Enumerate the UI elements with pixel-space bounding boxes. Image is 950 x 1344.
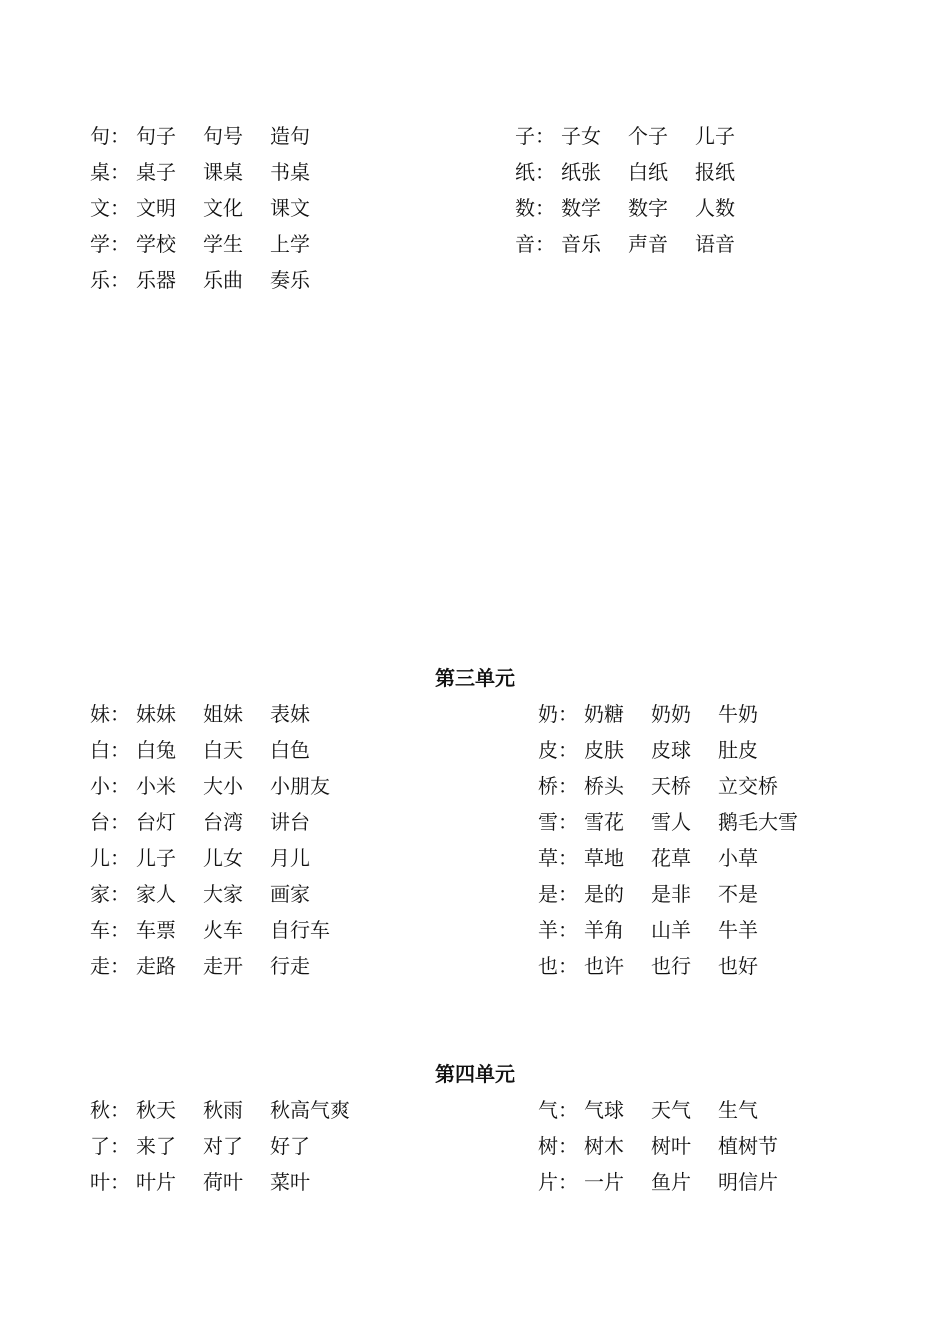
vocab-word: 不是 <box>718 882 758 906</box>
vocab-word: 语音 <box>695 232 735 256</box>
vocab-word: 造句 <box>270 124 310 148</box>
vocab-word: 声音 <box>628 232 668 256</box>
vocab-row <box>538 768 798 804</box>
vocab-row <box>515 154 735 190</box>
vocab-row <box>90 912 330 948</box>
vocab-word: 小草 <box>718 846 758 870</box>
vocab-character: 纸： <box>515 160 555 184</box>
unit-3-title: 第三单元 <box>435 666 515 690</box>
vocab-row <box>515 190 735 226</box>
vocab-row <box>538 1128 778 1164</box>
vocab-word: 个子 <box>628 124 668 148</box>
vocab-word: 大家 <box>203 882 243 906</box>
vocab-word: 对了 <box>203 1134 243 1158</box>
vocab-word: 台湾 <box>203 810 243 834</box>
vocab-character: 车： <box>90 918 130 942</box>
vocab-word: 火车 <box>203 918 243 942</box>
vocab-character: 数： <box>515 196 555 220</box>
vocab-word: 白纸 <box>628 160 668 184</box>
vocab-word: 牛羊 <box>718 918 758 942</box>
vocab-word: 乐器 <box>136 268 176 292</box>
vocab-character: 树： <box>538 1134 578 1158</box>
unit-2-left-column <box>90 118 310 298</box>
vocab-word: 肚皮 <box>718 738 758 762</box>
vocab-word: 雪花 <box>584 810 624 834</box>
vocab-word: 纸张 <box>561 160 601 184</box>
vocab-word: 花草 <box>651 846 691 870</box>
vocab-word: 鹅毛大雪 <box>718 810 798 834</box>
vocab-word: 表妹 <box>270 702 310 726</box>
vocab-character: 是： <box>538 882 578 906</box>
vocab-word: 白天 <box>203 738 243 762</box>
vocab-word: 鱼片 <box>651 1170 691 1194</box>
vocab-character: 文： <box>90 196 130 220</box>
vocab-word: 小朋友 <box>270 774 330 798</box>
vocab-word: 音乐 <box>561 232 601 256</box>
vocab-character: 雪： <box>538 810 578 834</box>
unit-3-right-column <box>538 696 798 984</box>
unit-3-left-column <box>90 696 330 984</box>
vocab-character: 子： <box>515 124 555 148</box>
vocab-character: 走： <box>90 954 130 978</box>
vocab-character: 桌： <box>90 160 130 184</box>
vocab-row <box>538 804 798 840</box>
vocab-word: 子女 <box>561 124 601 148</box>
vocab-row <box>90 696 330 732</box>
vocab-word: 也行 <box>651 954 691 978</box>
vocab-word: 数学 <box>561 196 601 220</box>
vocab-word: 学生 <box>203 232 243 256</box>
vocab-word: 天气 <box>651 1098 691 1122</box>
vocab-row <box>538 1092 778 1128</box>
vocab-character: 妹： <box>90 702 130 726</box>
vocab-word: 家人 <box>136 882 176 906</box>
vocab-word: 明信片 <box>718 1170 778 1194</box>
vocab-row <box>90 226 310 262</box>
vocab-word: 儿女 <box>203 846 243 870</box>
vocab-word: 秋雨 <box>203 1098 243 1122</box>
vocab-word: 学校 <box>136 232 176 256</box>
vocab-word: 月儿 <box>270 846 310 870</box>
vocab-row <box>538 912 798 948</box>
vocab-character: 片： <box>538 1170 578 1194</box>
vocab-character: 了： <box>90 1134 130 1158</box>
vocab-row <box>90 1164 350 1200</box>
vocab-character: 奶： <box>538 702 578 726</box>
vocab-word: 立交桥 <box>718 774 778 798</box>
vocab-row <box>515 118 735 154</box>
vocab-word: 桥头 <box>584 774 624 798</box>
vocab-character: 叶： <box>90 1170 130 1194</box>
vocab-character: 学： <box>90 232 130 256</box>
vocab-word: 台灯 <box>136 810 176 834</box>
vocab-row <box>90 190 310 226</box>
vocab-character: 草： <box>538 846 578 870</box>
vocab-word: 生气 <box>718 1098 758 1122</box>
vocab-word: 课桌 <box>203 160 243 184</box>
vocab-character: 家： <box>90 882 130 906</box>
vocab-word: 是的 <box>584 882 624 906</box>
vocab-word: 奏乐 <box>270 268 310 292</box>
vocab-character: 也： <box>538 954 578 978</box>
vocab-row <box>90 1092 350 1128</box>
vocab-row <box>538 876 798 912</box>
vocab-word: 报纸 <box>695 160 735 184</box>
vocab-row <box>538 1164 778 1200</box>
unit-4-title: 第四单元 <box>435 1062 515 1086</box>
vocab-word: 上学 <box>270 232 310 256</box>
vocab-row <box>90 118 310 154</box>
vocab-row <box>538 948 798 984</box>
vocab-word: 讲台 <box>270 810 310 834</box>
vocab-word: 皮球 <box>651 738 691 762</box>
vocab-character: 皮： <box>538 738 578 762</box>
vocab-word: 牛奶 <box>718 702 758 726</box>
vocab-word: 文化 <box>203 196 243 220</box>
vocab-row <box>90 876 330 912</box>
vocab-character: 句： <box>90 124 130 148</box>
vocab-word: 植树节 <box>718 1134 778 1158</box>
vocab-row <box>90 840 330 876</box>
vocab-word: 妹妹 <box>136 702 176 726</box>
vocab-word: 荷叶 <box>203 1170 243 1194</box>
vocab-character: 音： <box>515 232 555 256</box>
vocab-word: 羊角 <box>584 918 624 942</box>
vocab-word: 车票 <box>136 918 176 942</box>
vocab-word: 雪人 <box>651 810 691 834</box>
vocab-word: 树叶 <box>651 1134 691 1158</box>
vocab-word: 数字 <box>628 196 668 220</box>
vocab-word: 书桌 <box>270 160 310 184</box>
vocab-character: 桥： <box>538 774 578 798</box>
vocab-word: 画家 <box>270 882 310 906</box>
vocab-word: 乐曲 <box>203 268 243 292</box>
vocab-character: 台： <box>90 810 130 834</box>
vocab-word: 大小 <box>203 774 243 798</box>
vocab-word: 儿子 <box>136 846 176 870</box>
vocab-word: 奶奶 <box>651 702 691 726</box>
vocab-word: 人数 <box>695 196 735 220</box>
unit-4-right-column <box>538 1092 778 1200</box>
vocab-row <box>538 732 798 768</box>
vocab-word: 自行车 <box>270 918 330 942</box>
vocab-character: 小： <box>90 774 130 798</box>
vocab-word: 白兔 <box>136 738 176 762</box>
vocab-character: 气： <box>538 1098 578 1122</box>
vocab-row <box>90 154 310 190</box>
vocab-word: 小米 <box>136 774 176 798</box>
vocab-word: 文明 <box>136 196 176 220</box>
unit-2-right-column <box>515 118 735 262</box>
vocab-word: 草地 <box>584 846 624 870</box>
vocab-word: 一片 <box>584 1170 624 1194</box>
vocab-word: 也好 <box>718 954 758 978</box>
vocab-row <box>90 768 330 804</box>
vocab-row <box>538 840 798 876</box>
vocab-row <box>538 696 798 732</box>
vocab-character: 秋： <box>90 1098 130 1122</box>
vocab-word: 行走 <box>270 954 310 978</box>
vocab-word: 课文 <box>270 196 310 220</box>
vocab-row <box>90 1128 350 1164</box>
vocab-word: 句子 <box>136 124 176 148</box>
vocab-row <box>90 948 330 984</box>
vocab-word: 来了 <box>136 1134 176 1158</box>
vocab-row <box>90 804 330 840</box>
vocab-word: 菜叶 <box>270 1170 310 1194</box>
vocab-word: 树木 <box>584 1134 624 1158</box>
vocab-row <box>515 226 735 262</box>
vocab-word: 走路 <box>136 954 176 978</box>
vocab-word: 皮肤 <box>584 738 624 762</box>
vocab-word: 桌子 <box>136 160 176 184</box>
vocab-word: 白色 <box>270 738 310 762</box>
vocab-word: 秋高气爽 <box>270 1098 350 1122</box>
vocab-word: 秋天 <box>136 1098 176 1122</box>
vocab-word: 儿子 <box>695 124 735 148</box>
vocab-word: 气球 <box>584 1098 624 1122</box>
vocab-word: 姐妹 <box>203 702 243 726</box>
vocab-word: 奶糖 <box>584 702 624 726</box>
unit-4-left-column <box>90 1092 350 1200</box>
vocab-word: 走开 <box>203 954 243 978</box>
vocab-character: 乐： <box>90 268 130 292</box>
vocab-word: 是非 <box>651 882 691 906</box>
vocab-character: 儿： <box>90 846 130 870</box>
vocab-row <box>90 262 310 298</box>
vocab-row <box>90 732 330 768</box>
vocab-word: 句号 <box>203 124 243 148</box>
vocab-character: 白： <box>90 738 130 762</box>
vocab-character: 羊： <box>538 918 578 942</box>
vocab-word: 好了 <box>270 1134 310 1158</box>
vocab-word: 天桥 <box>651 774 691 798</box>
vocab-word: 叶片 <box>136 1170 176 1194</box>
vocab-word: 也许 <box>584 954 624 978</box>
vocab-word: 山羊 <box>651 918 691 942</box>
